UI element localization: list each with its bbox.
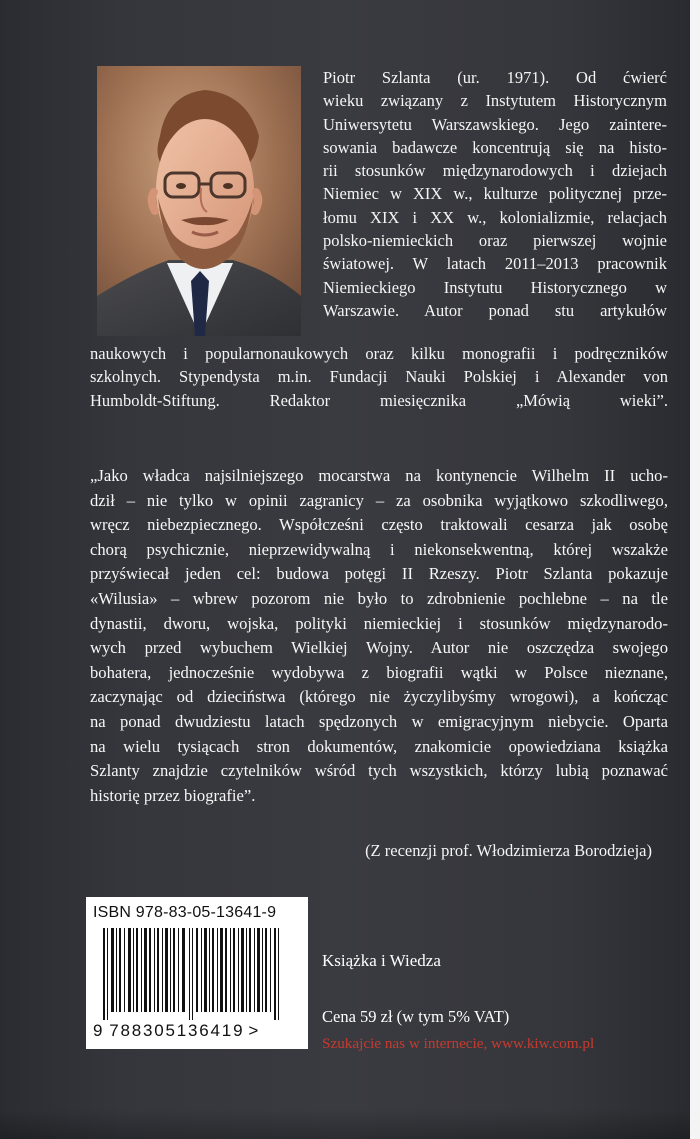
review-line: „Jako władca najsilniejszego mocarstwa na kontynencie Wilhelm II ucho- bbox=[90, 466, 668, 485]
barcode-icon bbox=[93, 928, 301, 1020]
barcode-end-mark: > bbox=[248, 1021, 261, 1040]
bio-line: polsko-niemieckich oraz pierwszej wojnie bbox=[323, 231, 667, 251]
review-line: dynastii, dworu, wojska, polityki niemieckiej i stosunków międzynarodo- bbox=[90, 613, 668, 633]
review-line: chorą psychicznie, nieprzewidywalną i niekonsekwentną, której wszakże bbox=[90, 539, 668, 559]
bio-line: łomu XIX i XX w., kolonializmie, relacjach bbox=[323, 207, 667, 227]
review-line: wych przed wybuchem Wielkiej Wojny. Autor nie oszczędza swojego bbox=[90, 638, 668, 658]
publisher-name: Książka i Wiedza bbox=[322, 951, 441, 970]
review-line: zaczynając od dzieciństwa (którego nie życzylibyśmy wrogowi), a kończąc bbox=[90, 687, 668, 707]
review-line: historię przez biografie”. bbox=[90, 785, 256, 805]
bio-line: Niemieckiego Instytutu Historycznego w bbox=[323, 277, 667, 297]
bio-line: Uniwersytetu Warszawskiego. Jego zaintere- bbox=[323, 114, 667, 134]
review-line: wręcz niebezpiecznego. Współcześni często traktowali cesarza jak osobę bbox=[90, 515, 668, 535]
bio-line: rii stosunków międzynarodowych i dziejach bbox=[323, 161, 667, 181]
barcode-digits: 788305136419 bbox=[109, 1021, 245, 1040]
bio-line: światowej. W latach 2011–2013 pracownik bbox=[323, 254, 667, 274]
review-line: na wielu tysiącach stron dokumentów, znakomicie opowiedziana książka bbox=[90, 736, 668, 756]
barcode-number bbox=[93, 1021, 301, 1041]
review-source: (Z recenzji prof. Włodzimierza Borodzieja) bbox=[365, 841, 652, 860]
bio-line: szkolnych. Stypendysta m.in. Fundacji Nauki Polskiej i Alexander von bbox=[90, 367, 668, 387]
bio-line: naukowych i popularnonaukowych oraz kilku monografii i podręczników bbox=[90, 344, 668, 363]
barcode-lead-digit: 9 bbox=[93, 1021, 105, 1040]
review-line: Szlanty znajdzie czytelników wśród tych wszystkich, którzy lubią poznawać bbox=[90, 761, 668, 781]
author-bio-right bbox=[323, 66, 667, 322]
website-text: Szukajcie nas w internecie, www.kiw.com.pl bbox=[322, 1035, 595, 1052]
review-line: bohatera, jednocześnie wydobywa z biografii wątki w Polsce nieznane, bbox=[90, 662, 668, 682]
review-line: dził – nie tylko w opinii zagranicy – za osobnika wyjątkowo szkodliwego, bbox=[90, 490, 668, 510]
bio-line: Piotr Szlanta (ur. 1971). Od ćwierć bbox=[323, 68, 667, 87]
review-line: na ponad dwudziestu latach spędzonych w emigracyjnym niebycie. Oparta bbox=[90, 711, 668, 731]
bio-line: wieku związany z Instytutem Historycznym bbox=[323, 91, 667, 111]
review-line: «Wilusia» – wbrew pozorom nie było to zdrobnienie pochlebne – na tle bbox=[90, 588, 668, 608]
bio-line: Warszawie. Autor ponad stu artykułów bbox=[323, 300, 667, 320]
review-line: przyświecał jeden cel: budowa potęgi II Rzeszy. Piotr Szlanta pokazuje bbox=[90, 564, 668, 584]
isbn-label: ISBN 978-83-05-13641-9 bbox=[93, 904, 277, 921]
bio-line: Humboldt-Stiftung. Redaktor miesięcznika „Mówią wieki”. bbox=[90, 390, 668, 410]
bio-line: sowania badawcze koncentrują się na histo- bbox=[323, 137, 667, 157]
bio-line: Niemiec w XIX w., kulturze politycznej prze- bbox=[323, 184, 667, 204]
portrait-photo bbox=[97, 66, 301, 336]
author-photo bbox=[97, 66, 301, 336]
review-quote bbox=[90, 464, 668, 808]
price-label: Cena 59 zł (w tym 5% VAT) bbox=[322, 1007, 510, 1026]
isbn-barcode-box bbox=[86, 897, 308, 1049]
author-bio-bottom bbox=[90, 342, 668, 412]
